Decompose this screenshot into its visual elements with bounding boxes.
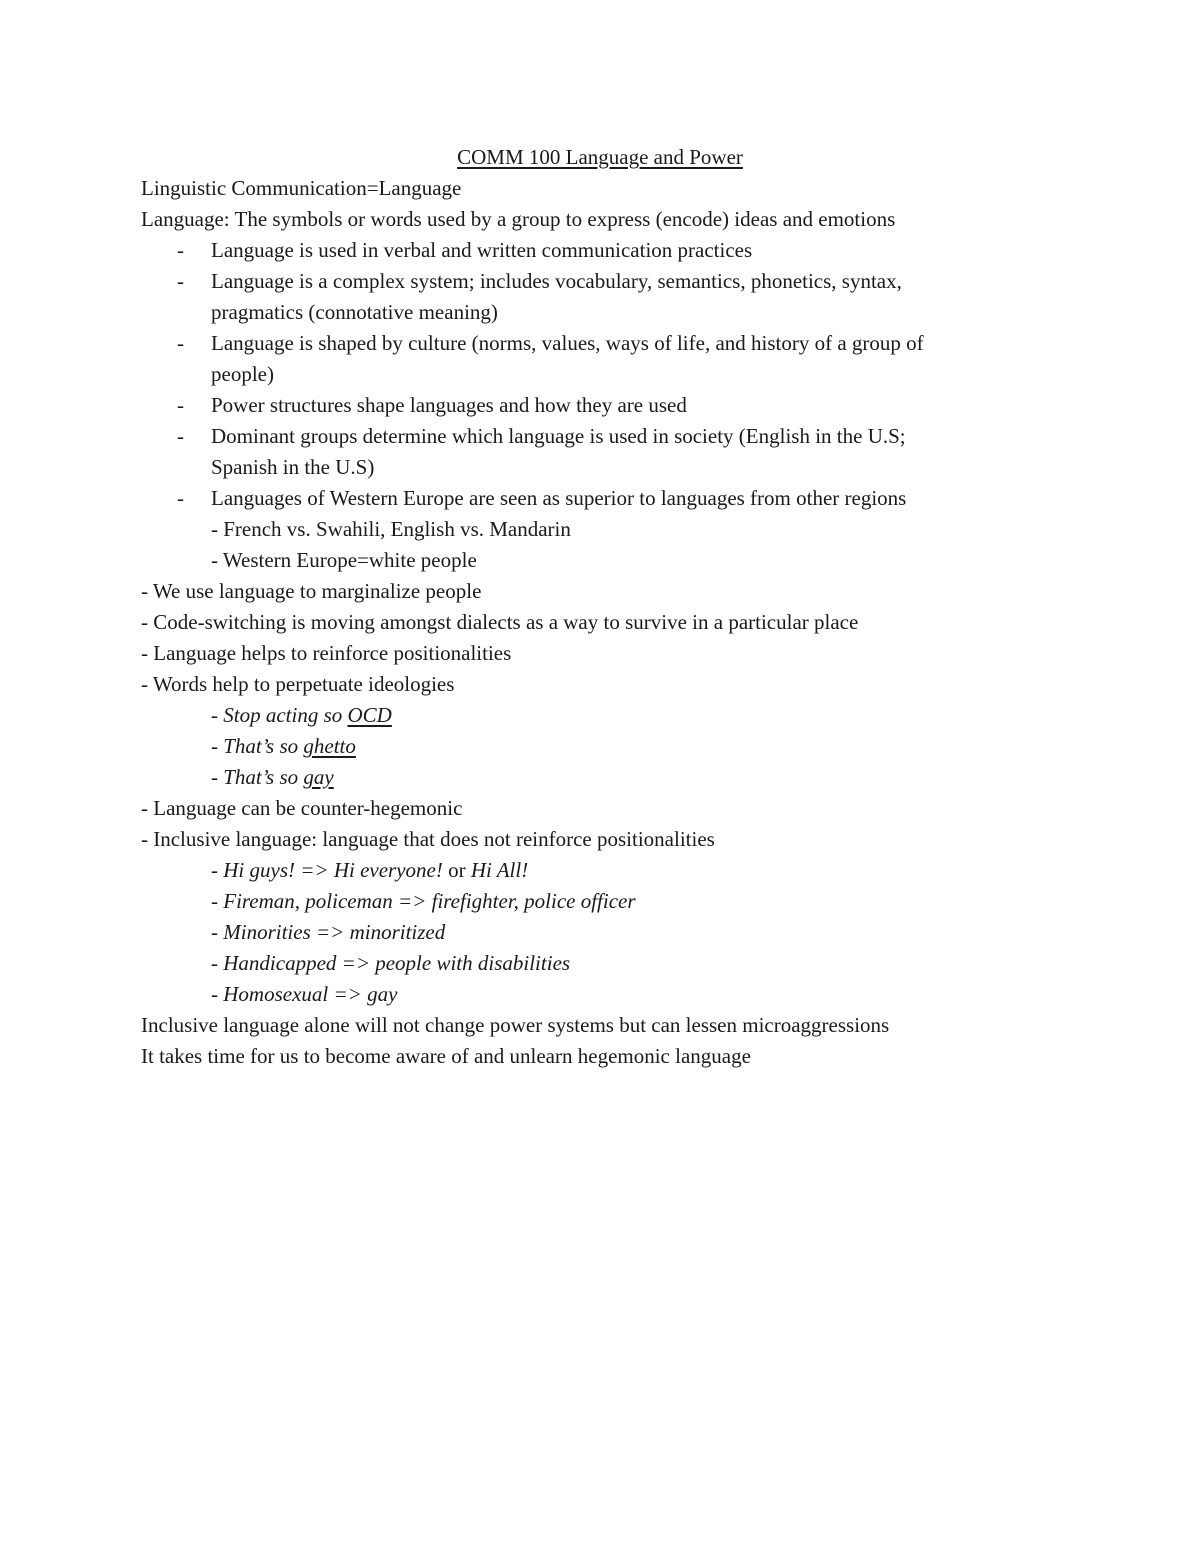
inclusive-example [211, 948, 570, 979]
example-phrase: Handicapped => people with disabilities [223, 951, 571, 975]
dash-item: - Words help to perpetuate ideologies [141, 672, 455, 696]
bullet-text: Language is used in verbal and written communication practices [211, 238, 753, 262]
bullet-marker: - [177, 331, 184, 355]
ideology-example [211, 731, 356, 762]
example-prefix: - [211, 765, 224, 789]
example-connector: or [442, 858, 471, 882]
bullet-text: Language is a complex system; includes vocabulary, semantics, phonetics, syntax, [211, 269, 902, 293]
dash-item: - Language helps to reinforce positionalities [141, 641, 512, 665]
example-prefix: - [211, 858, 224, 882]
example-phrase: Hi guys! => Hi everyone! [223, 858, 443, 882]
inclusive-example [211, 979, 397, 1010]
example-prefix: - [211, 951, 224, 975]
example-underlined-word: ghetto [303, 734, 356, 758]
example-prefix: - [211, 703, 224, 727]
bullet-marker: - [177, 424, 184, 448]
sub-bullet: - French vs. Swahili, English vs. Mandarin [211, 517, 571, 541]
ideology-example [211, 700, 392, 731]
example-phrase: That’s so [223, 765, 304, 789]
inclusive-example [211, 886, 636, 917]
closing-line: Inclusive language alone will not change power systems but can lessen microaggressions [141, 1013, 890, 1037]
bullet-text: Power structures shape languages and how they are used [211, 393, 687, 417]
example-phrase: Hi All! [470, 858, 529, 882]
ideology-example [211, 762, 334, 793]
dash-item: - Inclusive language: language that does not reinforce positionalities [141, 827, 715, 851]
bullet-text-continued: people) [211, 362, 274, 386]
dash-item: - We use language to marginalize people [141, 579, 482, 603]
bullet-marker: - [177, 238, 184, 262]
example-underlined-word: gay [303, 765, 334, 789]
intro-line: Language: The symbols or words used by a group to express (encode) ideas and emotions [141, 207, 896, 231]
example-underlined-word: OCD [347, 703, 392, 727]
example-prefix: - [211, 734, 224, 758]
bullet-marker: - [177, 269, 184, 293]
bullet-text-continued: Spanish in the U.S) [211, 455, 375, 479]
intro-line: Linguistic Communication=Language [141, 176, 462, 200]
dash-item: - Language can be counter-hegemonic [141, 796, 463, 820]
bullet-text: Language is shaped by culture (norms, values, ways of life, and history of a group of [211, 331, 924, 355]
bullet-text: Languages of Western Europe are seen as superior to languages from other regions [211, 486, 907, 510]
sub-bullet: - Western Europe=white people [211, 548, 477, 572]
closing-line: It takes time for us to become aware of and unlearn hegemonic language [141, 1044, 751, 1068]
example-phrase: Stop acting so [223, 703, 348, 727]
bullet-marker: - [177, 486, 184, 510]
example-phrase: That’s so [223, 734, 304, 758]
example-phrase: Minorities => minoritized [223, 920, 446, 944]
document-title: COMM 100 Language and Power [457, 145, 743, 169]
example-prefix: - [211, 889, 224, 913]
dash-item: - Code-switching is moving amongst dialects as a way to survive in a particular place [141, 610, 859, 634]
bullet-text-continued: pragmatics (connotative meaning) [211, 300, 498, 324]
example-phrase: Fireman, policeman => firefighter, police officer [223, 889, 636, 913]
example-prefix: - [211, 982, 224, 1006]
example-phrase: Homosexual => gay [223, 982, 398, 1006]
bullet-marker: - [177, 393, 184, 417]
example-prefix: - [211, 920, 224, 944]
bullet-text: Dominant groups determine which language is used in society (English in the U.S; [211, 424, 906, 448]
inclusive-example [211, 855, 528, 886]
inclusive-example [211, 917, 445, 948]
